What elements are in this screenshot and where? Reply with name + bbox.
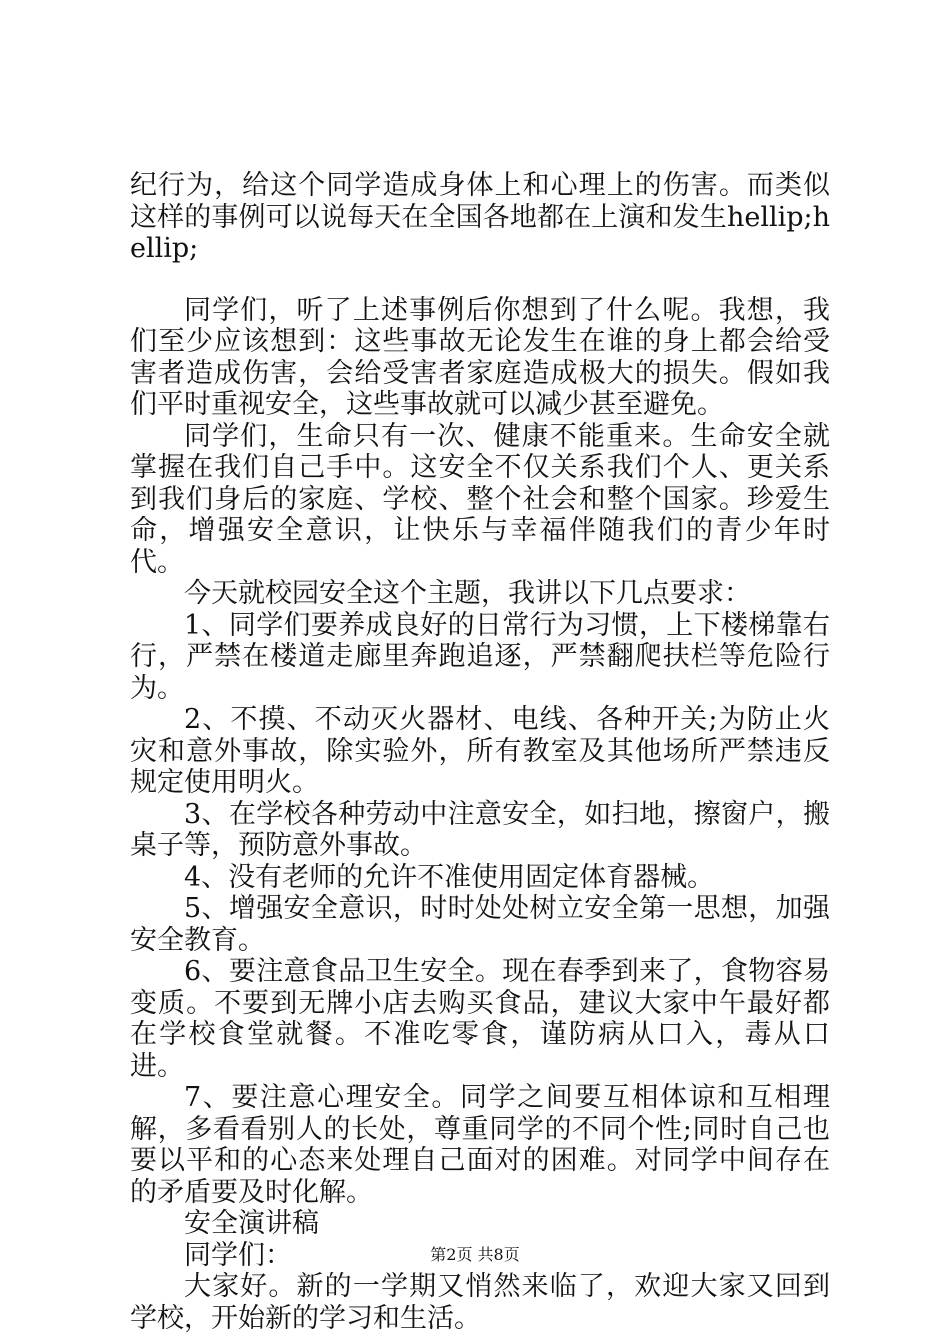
paragraph-8: 4、没有老师的允许不准使用固定体育器械。 — [184, 861, 715, 893]
page-footer — [0, 1245, 950, 1265]
paragraph-12-heading: 安全演讲稿 — [184, 1208, 319, 1239]
paragraph-3: 同学们，生命只有一次、健康不能重来。生命安全就掌握在我们自己手中。这安全不仅关系我们个人、更关系到我们身后的家庭、学校、整个社会和整个国家。珍爱生命，增强安全意识，让快乐与幸福伴随我们的青少年时代。 — [130, 420, 830, 578]
paragraph-10: 6、要注意食品卫生安全。现在春季到来了，食物容易变质。不要到无牌小店去购买食品，建议大家中午最好都在学校食堂就餐。不准吃零食，谨防病从口入，毒从口进。 — [130, 956, 830, 1082]
paragraph-14: 大家好。新的一学期又悄然来临了，欢迎大家又回到学校，开始新的学习和生活。 — [130, 1271, 830, 1334]
paragraph-4: 今天就校园安全这个主题，我讲以下几点要求： — [184, 578, 751, 609]
page-number-label: 第2页 共8页 — [430, 1245, 520, 1264]
paragraph-6: 2、不摸、不动灭火器材、电线、各种开关;为防止火灾和意外事故，除实验外，所有教室及其他场所严禁违反规定使用明火。 — [130, 704, 830, 798]
paragraph-5: 1、同学们要养成良好的日常行为习惯，上下楼梯靠右行，严禁在楼道走廊里奔跑追逐，严禁翻爬扶栏等危险行为。 — [130, 609, 830, 704]
paragraph-13-salutation: 同学们： — [184, 1239, 292, 1271]
paragraph-9: 5、增强安全意识，时时处处树立安全第一思想，加强安全教育。 — [130, 893, 830, 956]
paragraph-7: 3、在学校各种劳动中注意安全，如扫地，擦窗户，搬桌子等，预防意外事故。 — [130, 798, 830, 861]
paragraph-2: 同学们，听了上述事例后你想到了什么呢。我想，我们至少应该想到：这些事故无论发生在谁的身上都会给受害者造成伤害，会给受害者家庭造成极大的损失。假如我们平时重视安全，这些事故就可以减少甚至避免。 — [130, 294, 830, 420]
paragraph-1: 纪行为，给这个同学造成身体上和心理上的伤害。而类似这样的事例可以说每天在全国各地都在上演和发生hellip;hellip; — [130, 170, 830, 264]
paragraph-11: 7、要注意心理安全。同学之间要互相体谅和互相理解，多看看别人的长处，尊重同学的不同个性;同时自己也要以平和的心态来处理自己面对的困难。对同学中间存在的矛盾要及时化解。 — [130, 1082, 830, 1208]
document-body — [130, 170, 830, 1334]
